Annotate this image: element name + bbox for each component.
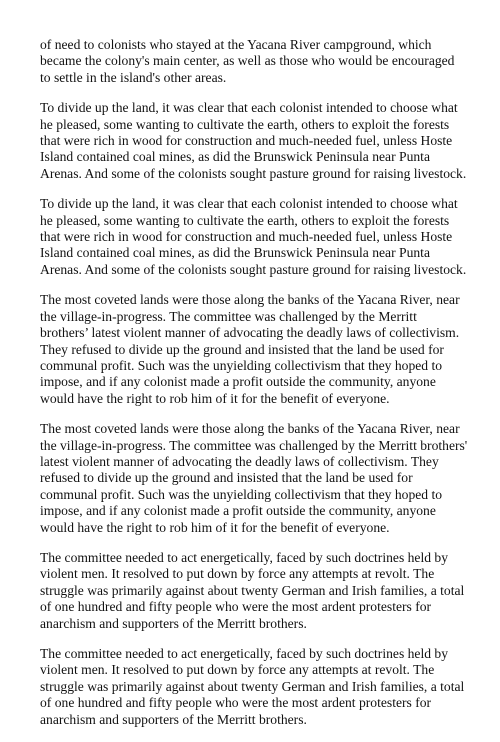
paragraph-4: The most coveted lands were those along the banks of the Yacana River, near the village-in-progress. The committee was challenged by the Merritt brothers’ latest violent manner of advocating the deadly laws of collectivism. They refused to divide up the ground and insisted that the land be used for communal profit. Such was the unyielding collectivism that they hoped to impose, and if any colonist made a profit outside the community, anyone would have the right to rob him of it for the benefit of everyone.: [40, 292, 460, 406]
paragraph-1: of need to colonists who stayed at the Yacana River campground, which became the colony's main center, as well as those who would be encouraged to settle in the island's other areas.: [40, 37, 455, 85]
paragraph-5: The most coveted lands were those along the banks of the Yacana River, near the village-in-progress. The committee was challenged by the Merritt brothers' latest violent manner of advocating the deadly laws of collectivism. They refused to divide up the ground and insisted that the land be used for communal profit. Such was the unyielding collectivism that they hoped to impose, and if any colonist made a profit outside the community, anyone would have the right to rob him of it for the benefit of everyone.: [40, 421, 468, 535]
document-page: [40, 37, 468, 742]
paragraph-6: The committee needed to act energetically, faced by such doctrines held by violent men. It resolved to put down by force any attempts at revolt. The struggle was primarily against about twenty German and Irish families, a total of one hundred and fifty people who were the most ardent protesters for anarchism and supporters of the Merritt brothers.: [40, 549, 465, 631]
paragraph-3: To divide up the land, it was clear that each colonist intended to choose what he pleased, some wanting to cultivate the earth, others to exploit the forests that were rich in wood for construction and much-needed fuel, unless Hoste Island contained coal mines, as did the Brunswick Peninsula near Punta Arenas. And some of the colonists sought pasture ground for raising livestock.: [40, 196, 467, 277]
paragraph-7: The committee needed to act energetically, faced by such doctrines held by violent men. It resolved to put down by force any attempts at revolt. The struggle was primarily against about twenty German and Irish families, a total of one hundred and fifty people who were the most ardent protesters for anarchism and supporters of the Merritt brothers.: [40, 646, 465, 727]
paragraph-2: To divide up the land, it was clear that each colonist intended to choose what he pleased, some wanting to cultivate the earth, others to exploit the forests that were rich in wood for construction and much-needed fuel, unless Hoste Island contained coal mines, as did the Brunswick Peninsula near Punta Arenas. And some of the colonists sought pasture ground for raising livestock.: [40, 100, 467, 181]
